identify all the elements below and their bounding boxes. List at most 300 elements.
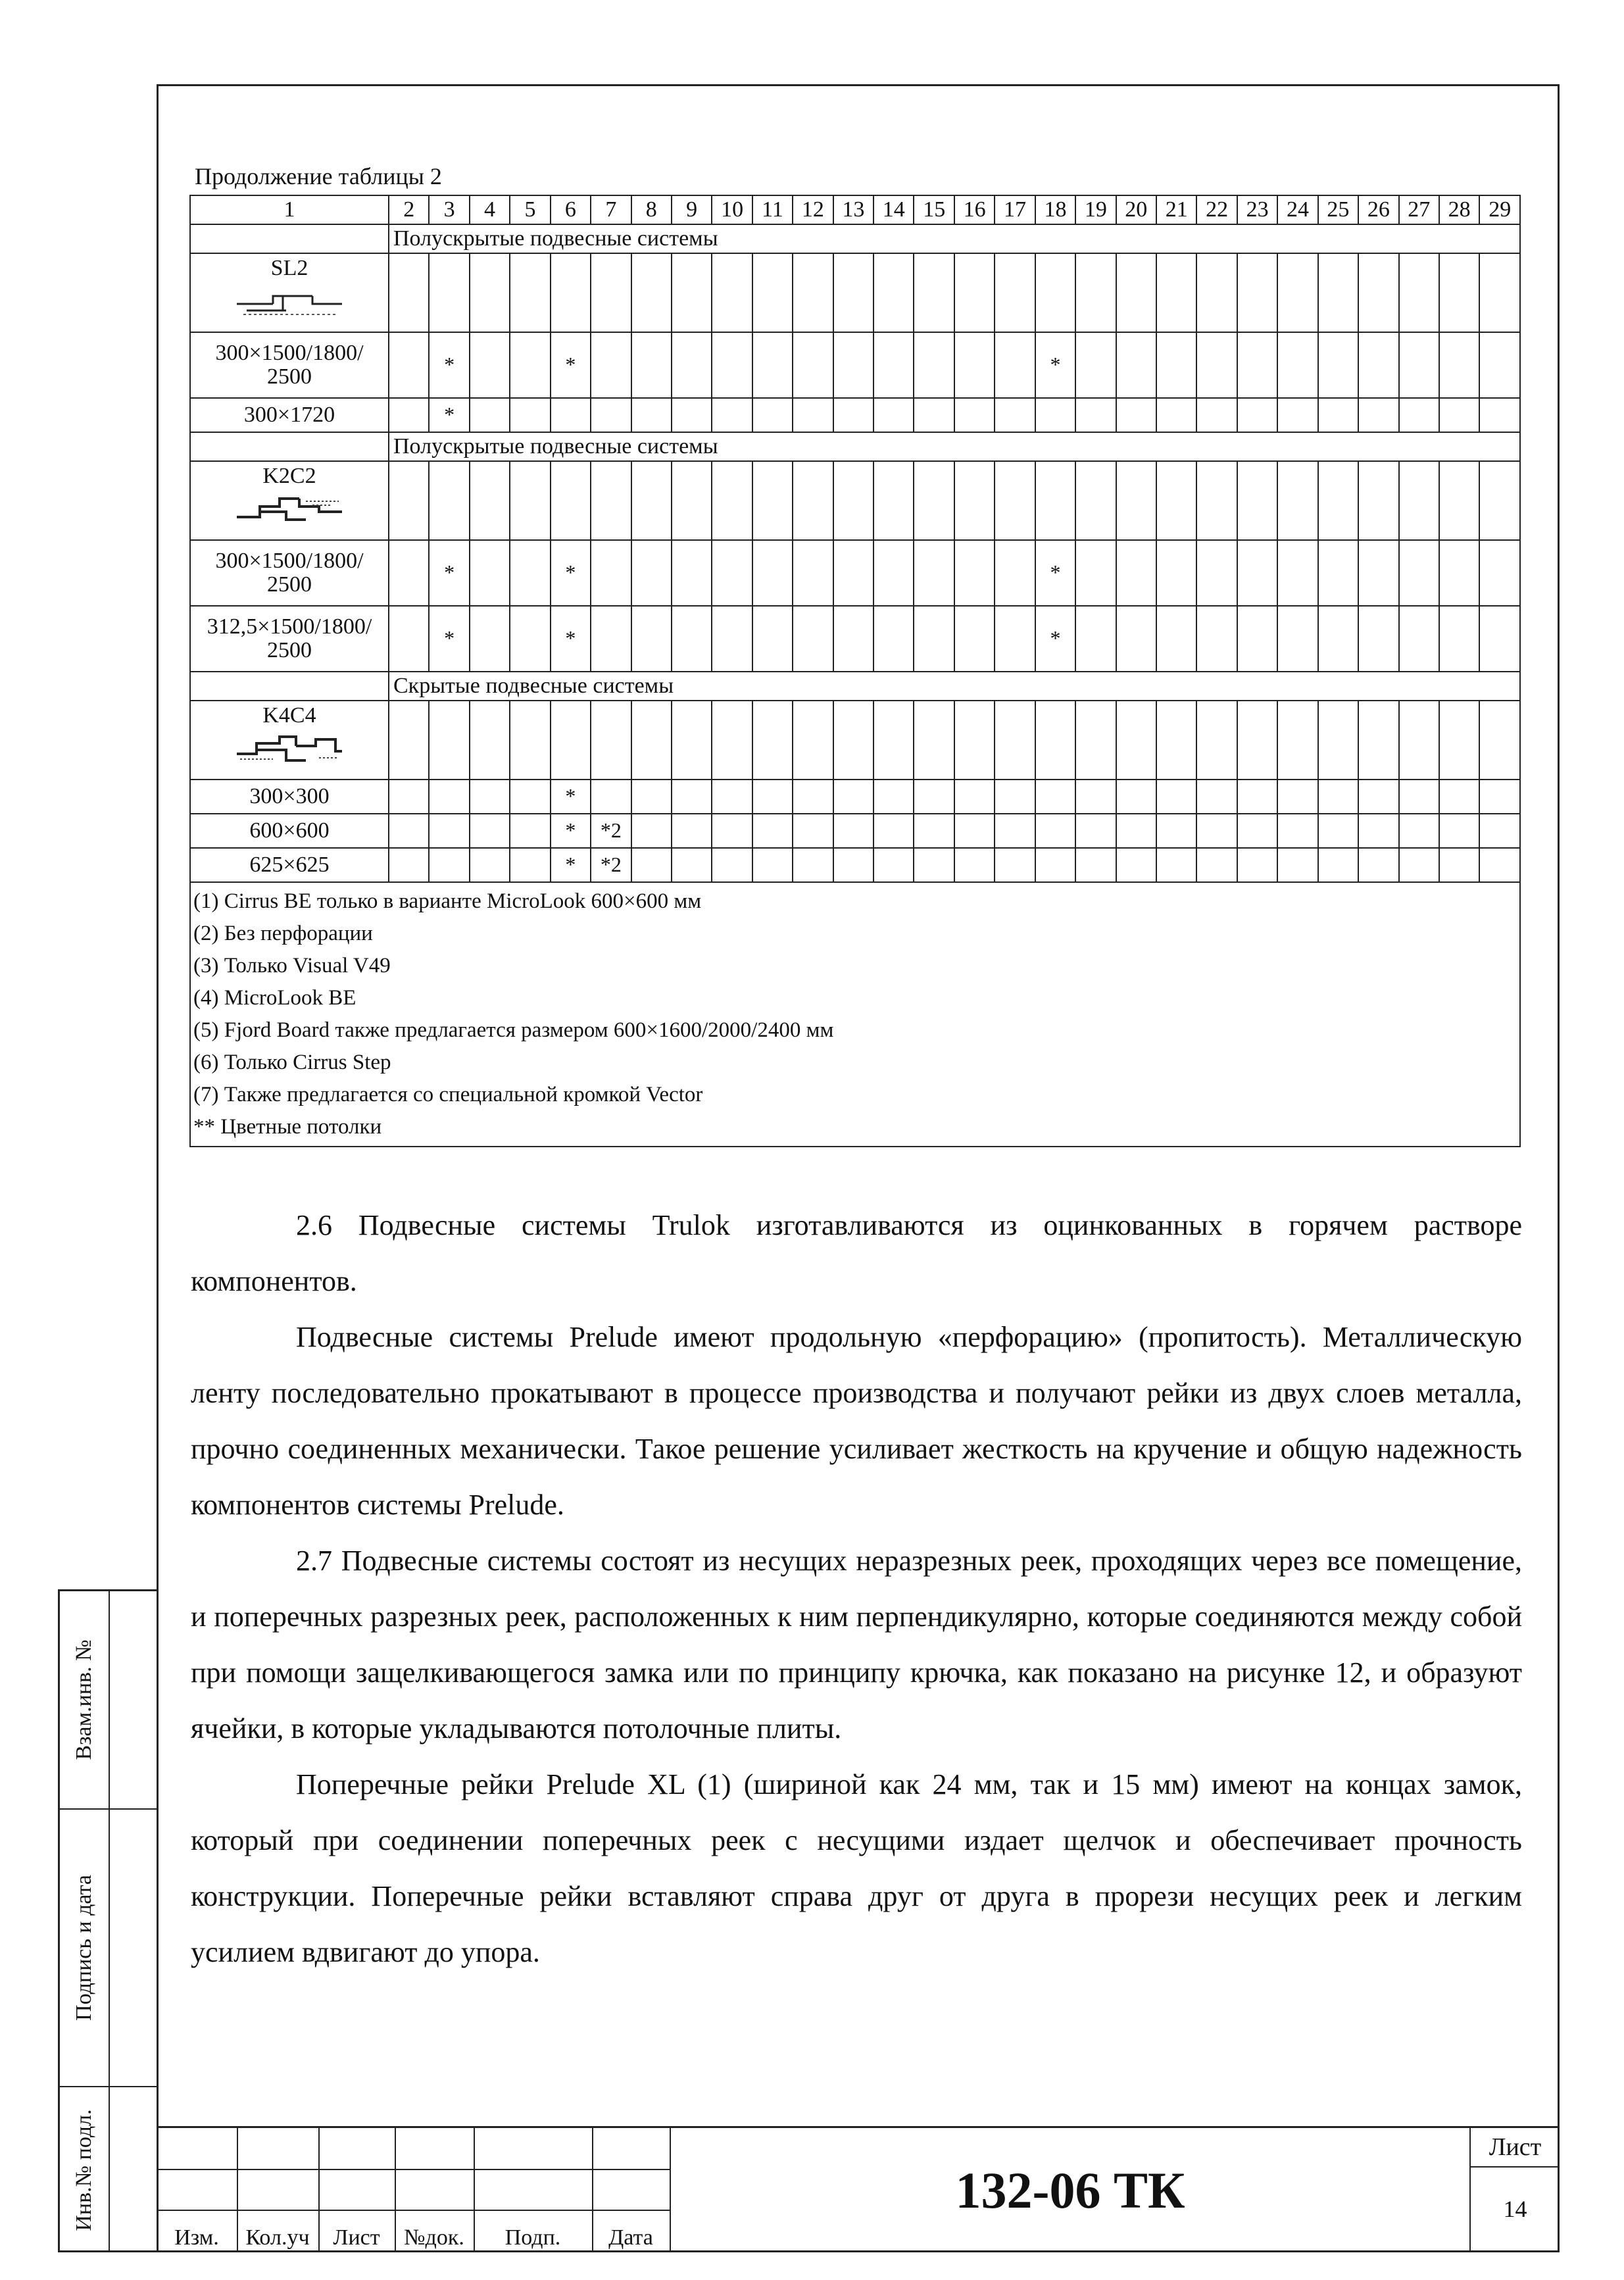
mark-cell — [591, 332, 631, 398]
mark-cell — [510, 780, 550, 814]
empty-cell — [1237, 701, 1277, 780]
profile-drawing — [191, 492, 388, 532]
empty-cell — [1035, 701, 1075, 780]
mark-cell — [954, 540, 995, 606]
size-cell: 300×300 — [190, 780, 389, 814]
note-line: (3) Только Visual V49 — [193, 954, 391, 978]
mark-cell — [1116, 606, 1156, 672]
mark-cell — [510, 848, 550, 882]
mark-cell — [1439, 332, 1479, 398]
mark-cell — [954, 332, 995, 398]
empty-cell — [793, 701, 833, 780]
mark-cell — [914, 780, 954, 814]
empty-cell — [954, 461, 995, 540]
mark-cell — [793, 780, 833, 814]
empty-cell — [1399, 253, 1439, 332]
empty-cell — [954, 701, 995, 780]
mark-cell — [510, 540, 550, 606]
mark-cell — [631, 814, 672, 848]
empty-cell — [429, 701, 469, 780]
empty-cell — [954, 253, 995, 332]
header-cell: 13 — [833, 195, 874, 224]
mark-cell — [995, 780, 1035, 814]
mark-cell — [1479, 606, 1520, 672]
mark-cell — [1479, 780, 1520, 814]
section-title: Полускрытые подвесные системы — [389, 432, 1520, 461]
empty-cell — [1075, 701, 1116, 780]
mark-cell — [1196, 332, 1237, 398]
mark-cell — [833, 540, 874, 606]
mark-cell — [712, 780, 752, 814]
mark-cell — [1237, 540, 1277, 606]
header-cell: 19 — [1075, 195, 1116, 224]
mark-cell — [712, 606, 752, 672]
mark-cell — [1318, 814, 1358, 848]
header-cell: 28 — [1439, 195, 1479, 224]
mark-cell — [631, 780, 672, 814]
empty-cell — [712, 701, 752, 780]
mark-cell — [1116, 814, 1156, 848]
mark-cell: * — [551, 332, 591, 398]
empty-cell — [672, 461, 712, 540]
empty-cell — [1318, 701, 1358, 780]
mark-cell — [470, 332, 510, 398]
mark-cell — [752, 848, 793, 882]
col-kol-uch: Кол.уч — [245, 2225, 310, 2250]
empty-cell — [1479, 701, 1520, 780]
mark-cell — [995, 848, 1035, 882]
empty-cell — [752, 253, 793, 332]
mark-cell — [1399, 780, 1439, 814]
section-spacer — [190, 224, 389, 253]
empty-cell — [833, 701, 874, 780]
header-cell: 21 — [1156, 195, 1196, 224]
empty-cell — [470, 701, 510, 780]
header-cell: 27 — [1399, 195, 1439, 224]
section-spacer — [190, 432, 389, 461]
mark-cell — [389, 848, 429, 882]
notes-cell — [190, 882, 1520, 1147]
mark-cell — [591, 780, 631, 814]
empty-cell — [874, 253, 914, 332]
empty-cell — [551, 253, 591, 332]
mark-cell — [1479, 398, 1520, 432]
empty-cell — [591, 253, 631, 332]
mark-cell — [874, 848, 914, 882]
table-row — [190, 814, 1520, 848]
document-code: 132-06 ТК — [670, 2128, 1471, 2252]
empty-cell — [914, 701, 954, 780]
mark-cell — [631, 540, 672, 606]
mark-cell — [833, 606, 874, 672]
empty-cell — [672, 253, 712, 332]
size-cell: 300×1500/1800/ 2500 — [190, 540, 389, 606]
empty-cell — [1196, 253, 1237, 332]
empty-cell — [995, 253, 1035, 332]
mark-cell — [1196, 606, 1237, 672]
mark-cell — [1277, 398, 1317, 432]
mark-cell: * — [1035, 606, 1075, 672]
mark-cell — [954, 398, 995, 432]
empty-cell — [1116, 461, 1156, 540]
header-cell: 5 — [510, 195, 550, 224]
mark-cell — [954, 848, 995, 882]
header-cell: 11 — [752, 195, 793, 224]
mark-cell — [1156, 398, 1196, 432]
profile-drawing — [191, 284, 388, 324]
mark-cell — [833, 814, 874, 848]
empty-cell — [1439, 701, 1479, 780]
mark-cell — [752, 780, 793, 814]
header-cell: 15 — [914, 195, 954, 224]
empty-cell — [1075, 461, 1116, 540]
mark-cell — [1358, 332, 1398, 398]
mark-cell — [833, 398, 874, 432]
col-ndok: №док. — [404, 2225, 464, 2250]
section-spacer — [190, 672, 389, 701]
empty-cell — [712, 461, 752, 540]
mark-cell — [672, 540, 712, 606]
header-cell: 17 — [995, 195, 1035, 224]
mark-cell — [1035, 814, 1075, 848]
mark-cell — [389, 540, 429, 606]
table-header-row — [190, 195, 1520, 224]
mark-cell — [793, 814, 833, 848]
mark-cell — [1479, 332, 1520, 398]
mark-cell — [995, 606, 1035, 672]
empty-cell — [1156, 253, 1196, 332]
size-cell: 300×1500/1800/ 2500 — [190, 332, 389, 398]
stamp-orig-inv-label: Инв.№ подл. — [72, 2108, 96, 2231]
mark-cell — [833, 332, 874, 398]
size-cell: 300×1720 — [190, 398, 389, 432]
empty-cell — [591, 701, 631, 780]
mark-cell — [1318, 780, 1358, 814]
mark-cell — [914, 606, 954, 672]
mark-cell — [712, 398, 752, 432]
mark-cell — [1237, 814, 1277, 848]
empty-cell — [1035, 253, 1075, 332]
empty-cell — [591, 461, 631, 540]
mark-cell — [1196, 398, 1237, 432]
empty-cell — [752, 701, 793, 780]
empty-cell — [672, 701, 712, 780]
mark-cell — [914, 398, 954, 432]
stamp-signature-date-label: Подпись и дата — [72, 1875, 96, 2021]
mark-cell — [1439, 606, 1479, 672]
mark-cell — [793, 606, 833, 672]
mark-cell — [389, 606, 429, 672]
empty-cell — [1358, 461, 1398, 540]
mark-cell — [1075, 606, 1116, 672]
header-cell: 1 — [190, 195, 389, 224]
empty-cell — [470, 253, 510, 332]
system-name: SL2 — [270, 256, 308, 280]
header-cell: 9 — [672, 195, 712, 224]
system-cell — [190, 253, 389, 332]
mark-cell — [1439, 780, 1479, 814]
empty-cell — [1277, 253, 1317, 332]
header-cell: 23 — [1237, 195, 1277, 224]
mark-cell — [1399, 398, 1439, 432]
title-block — [157, 2126, 1560, 2252]
mark-cell — [672, 606, 712, 672]
mark-cell — [1035, 780, 1075, 814]
mark-cell: *2 — [591, 814, 631, 848]
mark-cell — [793, 540, 833, 606]
note-line: (6) Только Cirrus Step — [193, 1051, 391, 1074]
empty-cell — [1277, 701, 1317, 780]
mark-cell — [1116, 332, 1156, 398]
note-line: ** Цветные потолки — [193, 1115, 382, 1139]
notes-row — [190, 882, 1520, 1147]
spec-table — [189, 195, 1521, 1147]
stamp-orig-inv — [60, 2087, 157, 2252]
col-data: Дата — [608, 2225, 653, 2250]
mark-cell — [429, 814, 469, 848]
empty-cell — [1156, 461, 1196, 540]
mark-cell — [1075, 540, 1116, 606]
col-izm: Изм. — [174, 2225, 219, 2250]
empty-cell — [833, 461, 874, 540]
mark-cell — [1196, 540, 1237, 606]
sheet-number: 14 — [1503, 2196, 1527, 2222]
mark-cell — [1358, 780, 1398, 814]
empty-cell — [793, 461, 833, 540]
table-row — [190, 398, 1520, 432]
empty-cell — [712, 253, 752, 332]
mark-cell — [1358, 814, 1398, 848]
paragraph: Подвесные системы Prelude имеют продольную «перфорацию» (пропитость). Металлическую ленту последовательно прокатывают в процессе производства и получают рейки из двух слоев металла, прочно соединенных механически. Такое решение усиливает жесткость на кручение и общую надежность компонентов системы Prelude. — [191, 1321, 1522, 1521]
mark-cell — [1116, 848, 1156, 882]
stamp-replaces-inv-label: Взам.инв. № — [72, 1639, 96, 1760]
empty-cell — [793, 253, 833, 332]
mark-cell — [1237, 848, 1277, 882]
mark-cell — [874, 780, 914, 814]
mark-cell — [389, 332, 429, 398]
mark-cell — [389, 780, 429, 814]
mark-cell — [995, 332, 1035, 398]
empty-cell — [1156, 701, 1196, 780]
mark-cell — [1439, 398, 1479, 432]
table-row — [190, 606, 1520, 672]
mark-cell — [752, 398, 793, 432]
paragraph: 2.6 Подвесные системы Trulok изготавливаются из оцинкованных в горячем растворе компонентов. — [191, 1209, 1522, 1297]
mark-cell — [833, 780, 874, 814]
mark-cell — [1116, 540, 1156, 606]
section-row — [190, 224, 1520, 253]
mark-cell — [1075, 780, 1116, 814]
header-cell: 14 — [874, 195, 914, 224]
note-line: (7) Также предлагается со специальной кромкой Vector — [193, 1083, 703, 1106]
mark-cell — [631, 606, 672, 672]
mark-cell: * — [1035, 332, 1075, 398]
mark-cell — [995, 814, 1035, 848]
col-list: Лист — [333, 2225, 380, 2250]
header-cell: 4 — [470, 195, 510, 224]
mark-cell — [874, 398, 914, 432]
mark-cell — [470, 814, 510, 848]
sheet-box — [1471, 2128, 1560, 2252]
empty-cell — [470, 461, 510, 540]
mark-cell — [591, 606, 631, 672]
mark-cell — [1439, 848, 1479, 882]
empty-cell — [389, 253, 429, 332]
mark-cell — [1277, 814, 1317, 848]
mark-cell — [1277, 848, 1317, 882]
table-row — [190, 848, 1520, 882]
mark-cell — [1439, 540, 1479, 606]
mark-cell — [1156, 780, 1196, 814]
mark-cell — [1399, 332, 1439, 398]
section-title: Полускрытые подвесные системы — [389, 224, 1520, 253]
mark-cell — [1358, 540, 1398, 606]
mark-cell — [470, 540, 510, 606]
mark-cell — [1196, 780, 1237, 814]
system-row — [190, 461, 1520, 540]
mark-cell — [1237, 332, 1277, 398]
mark-cell — [712, 814, 752, 848]
header-cell: 20 — [1116, 195, 1156, 224]
mark-cell — [1399, 540, 1439, 606]
mark-cell — [470, 848, 510, 882]
revision-grid — [157, 2128, 670, 2252]
empty-cell — [1358, 253, 1398, 332]
empty-cell — [1075, 253, 1116, 332]
system-cell — [190, 701, 389, 780]
section-row — [190, 672, 1520, 701]
mark-cell — [1318, 848, 1358, 882]
empty-cell — [1116, 253, 1156, 332]
mark-cell — [1156, 814, 1196, 848]
empty-cell — [389, 701, 429, 780]
empty-cell — [833, 253, 874, 332]
header-cell: 18 — [1035, 195, 1075, 224]
mark-cell: * — [551, 606, 591, 672]
mark-cell — [874, 814, 914, 848]
system-row — [190, 253, 1520, 332]
mark-cell — [672, 398, 712, 432]
empty-cell — [510, 461, 550, 540]
mark-cell — [1156, 540, 1196, 606]
mark-cell — [510, 814, 550, 848]
header-cell: 12 — [793, 195, 833, 224]
mark-cell — [995, 398, 1035, 432]
mark-cell — [591, 540, 631, 606]
note-line: (4) MicroLook BE — [193, 986, 357, 1010]
mark-cell — [1237, 398, 1277, 432]
mark-cell — [1318, 606, 1358, 672]
empty-cell — [631, 701, 672, 780]
empty-cell — [1439, 461, 1479, 540]
empty-cell — [510, 701, 550, 780]
header-cell: 3 — [429, 195, 469, 224]
empty-cell — [1479, 253, 1520, 332]
mark-cell — [954, 780, 995, 814]
mark-cell — [672, 848, 712, 882]
mark-cell — [1358, 606, 1398, 672]
header-cell: 8 — [631, 195, 672, 224]
empty-cell — [1035, 461, 1075, 540]
mark-cell — [591, 398, 631, 432]
mark-cell — [672, 332, 712, 398]
mark-cell — [752, 606, 793, 672]
mark-cell — [631, 332, 672, 398]
side-stamp — [58, 1589, 157, 2252]
header-cell: 6 — [551, 195, 591, 224]
mark-cell — [510, 606, 550, 672]
mark-cell — [631, 848, 672, 882]
mark-cell — [1156, 332, 1196, 398]
empty-cell — [914, 253, 954, 332]
mark-cell — [954, 814, 995, 848]
empty-cell — [429, 461, 469, 540]
empty-cell — [1196, 701, 1237, 780]
system-cell — [190, 461, 389, 540]
mark-cell — [1358, 848, 1398, 882]
paragraph: 2.7 Подвесные системы состоят из несущих неразрезных реек, проходящих через все помещение, и поперечных разрезных реек, расположенных к ним перпендикулярно, которые соединяются между собой при помощи защелкивающегося замка или по принципу крючка, как показано на рисунке 12, и образуют ячейки, в которые укладываются потолочные плиты. — [191, 1545, 1522, 1745]
size-cell: 600×600 — [190, 814, 389, 848]
mark-cell — [1277, 780, 1317, 814]
mark-cell — [752, 540, 793, 606]
mark-cell — [1237, 606, 1277, 672]
mark-cell: * — [429, 606, 469, 672]
empty-cell — [631, 253, 672, 332]
mark-cell — [1399, 606, 1439, 672]
mark-cell — [1399, 848, 1439, 882]
mark-cell — [1075, 398, 1116, 432]
mark-cell — [874, 606, 914, 672]
note-line: (2) Без перфорации — [193, 922, 373, 945]
profile-drawing — [191, 731, 388, 771]
empty-cell — [874, 461, 914, 540]
header-cell: 16 — [954, 195, 995, 224]
empty-cell — [389, 461, 429, 540]
system-name: K4C4 — [262, 703, 316, 728]
header-cell: 7 — [591, 195, 631, 224]
mark-cell — [793, 398, 833, 432]
mark-cell — [1318, 540, 1358, 606]
empty-cell — [1318, 253, 1358, 332]
mark-cell — [874, 332, 914, 398]
mark-cell — [793, 332, 833, 398]
empty-cell — [1399, 461, 1439, 540]
mark-cell — [429, 780, 469, 814]
table-row — [190, 332, 1520, 398]
empty-cell — [510, 253, 550, 332]
mark-cell: *2 — [591, 848, 631, 882]
mark-cell — [551, 398, 591, 432]
mark-cell — [995, 540, 1035, 606]
empty-cell — [1237, 461, 1277, 540]
mark-cell — [1277, 606, 1317, 672]
mark-cell — [1196, 848, 1237, 882]
mark-cell — [1075, 848, 1116, 882]
header-cell: 24 — [1277, 195, 1317, 224]
mark-cell — [1358, 398, 1398, 432]
mark-cell — [1035, 848, 1075, 882]
size-cell: 312,5×1500/1800/ 2500 — [190, 606, 389, 672]
empty-cell — [874, 701, 914, 780]
mark-cell — [752, 814, 793, 848]
mark-cell — [1075, 332, 1116, 398]
mark-cell — [1116, 398, 1156, 432]
mark-cell — [712, 540, 752, 606]
mark-cell: * — [551, 814, 591, 848]
empty-cell — [752, 461, 793, 540]
mark-cell: * — [1035, 540, 1075, 606]
empty-cell — [1399, 701, 1439, 780]
